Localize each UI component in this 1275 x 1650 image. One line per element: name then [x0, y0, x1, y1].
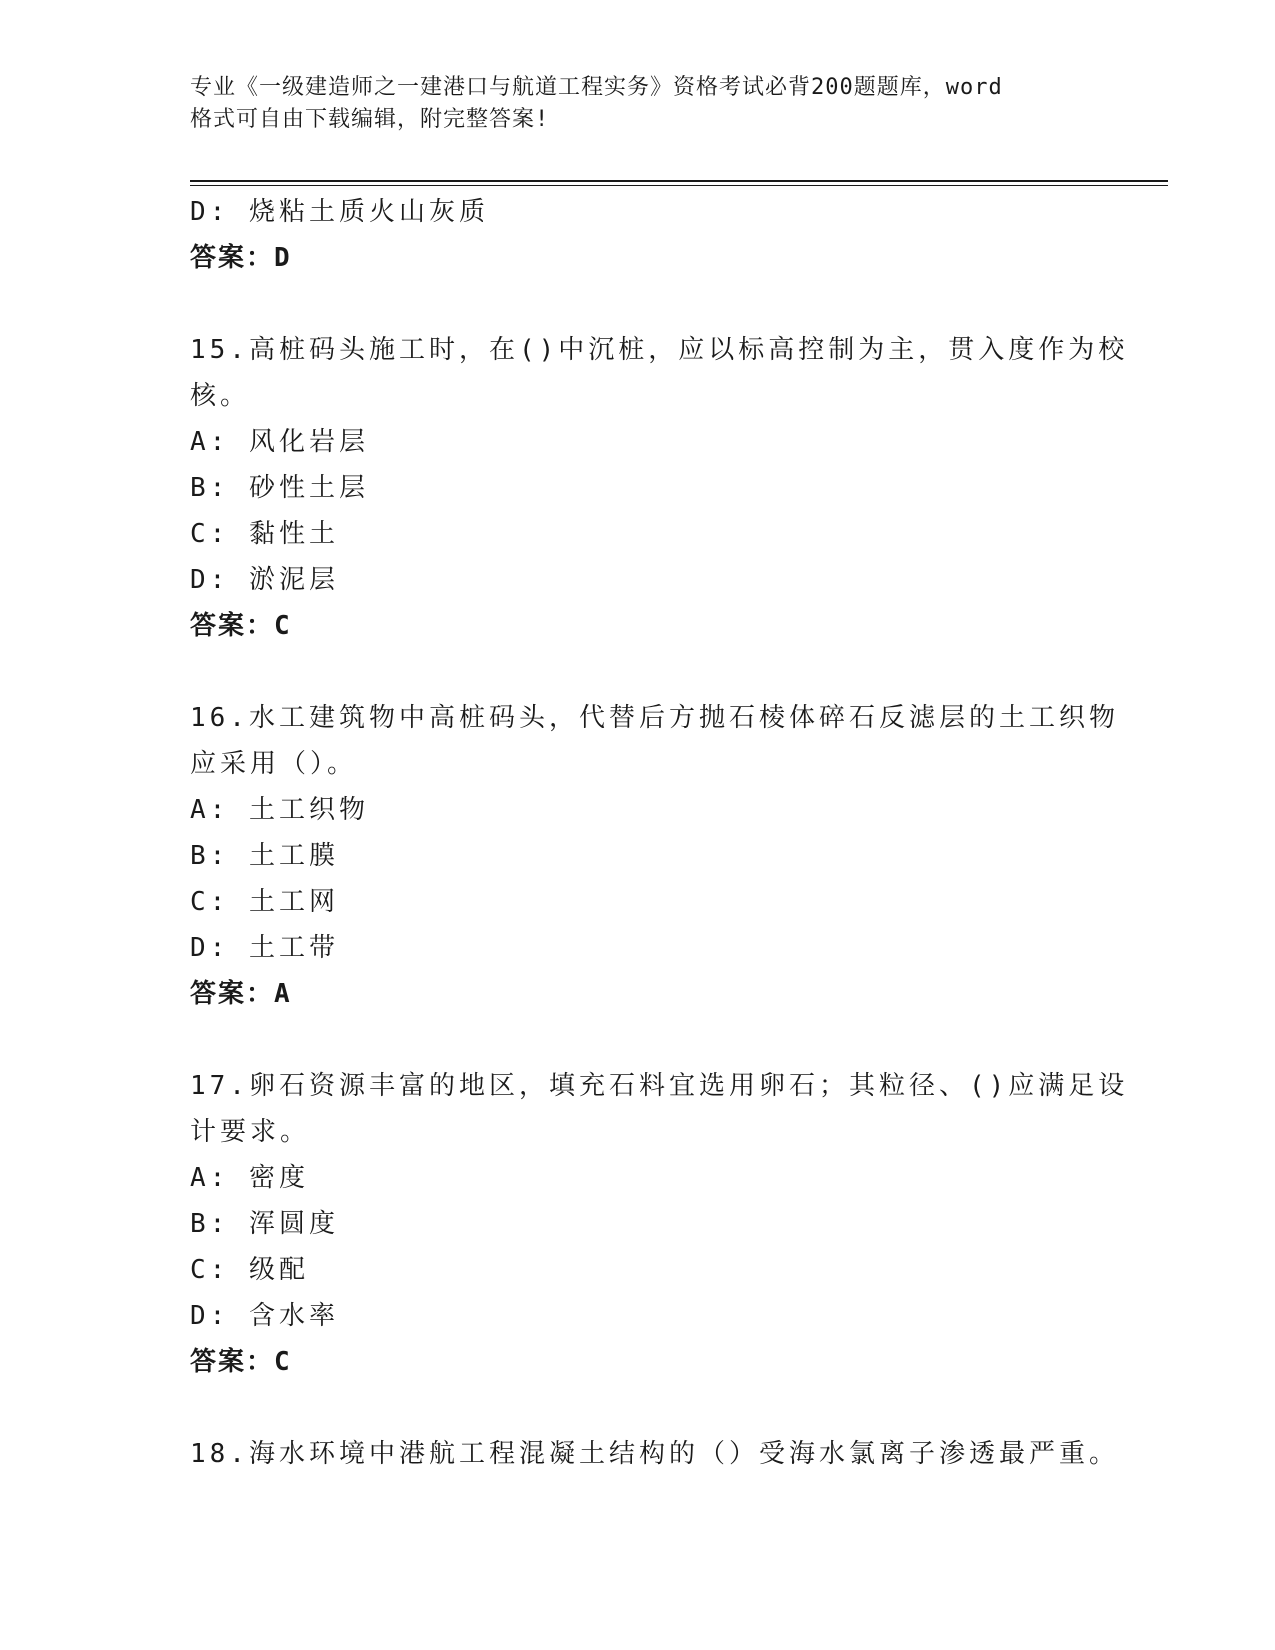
- question-18: [190, 1431, 1119, 1477]
- option-d: D: 烧粘土质火山灰质: [190, 197, 489, 227]
- answer-line: 答案：C: [190, 1347, 292, 1377]
- question-stem: 18.海水环境中港航工程混凝土结构的（）受海水氯离子渗透最严重。: [190, 1439, 1119, 1469]
- previous-question-tail: [190, 189, 1090, 281]
- option-c: C: 土工网: [190, 887, 339, 917]
- option-c: C: 级配: [190, 1255, 309, 1285]
- question-stem-continued: 计要求。: [190, 1117, 311, 1147]
- question-stem: 15.高桩码头施工时，在()中沉桩，应以标高控制为主，贯入度作为校: [190, 335, 1129, 365]
- header-line-1: 专业《一级建造师之一建港口与航道工程实务》资格考试必背200题题库，word: [190, 75, 1003, 100]
- question-stem-continued: 应采用（）。: [190, 749, 358, 779]
- question-15: [190, 327, 1129, 649]
- spacer: [190, 1385, 1090, 1431]
- answer-line: 答案：C: [190, 611, 292, 641]
- option-a: A: 密度: [190, 1163, 309, 1193]
- question-17: [190, 1063, 1129, 1385]
- option-d: D: 含水率: [190, 1301, 339, 1331]
- header-divider-thick: [190, 180, 1168, 182]
- question-16: [190, 695, 1119, 1017]
- option-a: A: 风化岩层: [190, 427, 369, 457]
- option-b: B: 浑圆度: [190, 1209, 339, 1239]
- option-b: B: 砂性土层: [190, 473, 369, 503]
- option-d: D: 淤泥层: [190, 565, 339, 595]
- spacer: [190, 649, 1090, 695]
- header-line-2: 格式可自由下载编辑，附完整答案!: [190, 107, 550, 132]
- answer-line: 答案：A: [190, 979, 292, 1009]
- option-b: B: 土工膜: [190, 841, 339, 871]
- spacer: [190, 281, 1090, 327]
- option-c: C: 黏性土: [190, 519, 339, 549]
- option-d: D: 土工带: [190, 933, 339, 963]
- question-stem-continued: 核。: [190, 381, 251, 411]
- answer-line: 答案：D: [190, 243, 292, 273]
- document-header: [190, 72, 1090, 136]
- option-a: A: 土工织物: [190, 795, 369, 825]
- question-content: [190, 189, 1129, 1477]
- header-divider-thin: [190, 185, 1168, 186]
- question-stem: 17.卵石资源丰富的地区，填充石料宜选用卵石；其粒径、()应满足设: [190, 1071, 1129, 1101]
- question-stem: 16.水工建筑物中高桩码头，代替后方抛石棱体碎石反滤层的土工织物: [190, 703, 1119, 733]
- spacer: [190, 1017, 1090, 1063]
